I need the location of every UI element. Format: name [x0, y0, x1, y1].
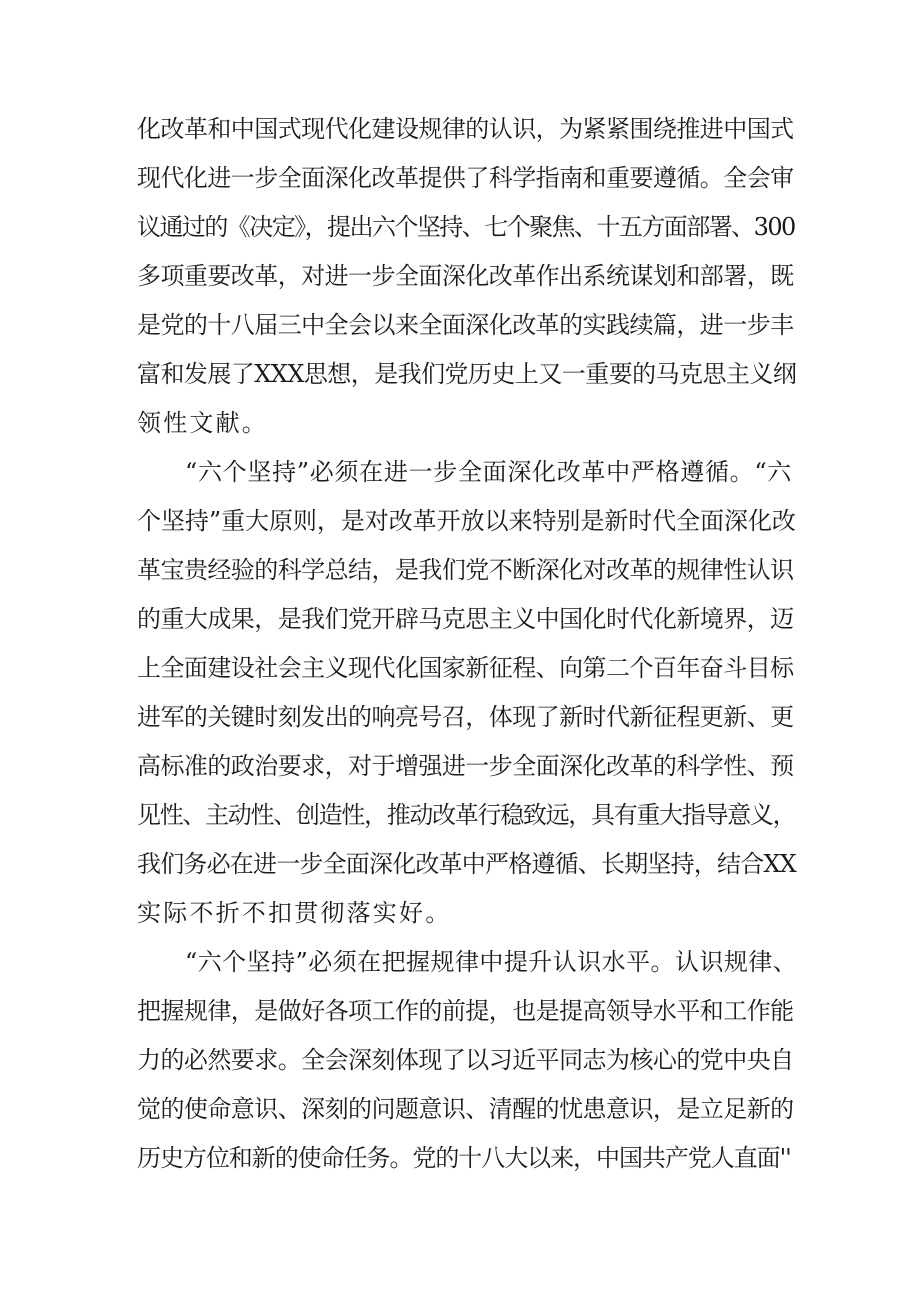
paragraph-2-line-3: 革宝贵经验的科学总结，是我们党不断深化对改革的规律性认识	[137, 556, 794, 584]
paragraph-1-line-6: 富和发展了XXX思想，是我们党历史上又一重要的马克思主义纲	[137, 360, 797, 388]
paragraph-1-line-7: 领性文献。	[137, 409, 268, 437]
paragraph-2-line-6: 进军的关键时刻发出的响亮号召，体现了新时代新征程更新、更	[137, 703, 794, 731]
paragraph-1-line-5: 是党的十八届三中全会以来全面深化改革的实践续篇，进一步丰	[137, 311, 794, 339]
paragraph-3-line-1: “六个坚持”必须在把握规律中提升认识水平。认识规律、	[185, 948, 798, 976]
paragraph-3-line-5: 历史方位和新的使命任务。党的十八大以来，中国共产党人直面''	[137, 1144, 791, 1172]
paragraph-2-line-1: “六个坚持”必须在进一步全面深化改革中严格遵循。“六	[185, 458, 793, 486]
paragraph-1-line-3: 议通过的《决定》，提出六个坚持、七个聚焦、十五方面部署、300	[137, 213, 795, 241]
paragraph-2-line-9: 我们务必在进一步全面深化改革中严格遵循、长期坚持，结合XX	[137, 850, 796, 878]
paragraph-2-line-10: 实际不折不扣贯彻落实好。	[137, 899, 452, 927]
paragraph-3-line-4: 觉的使命意识、深刻的问题意识、清醒的忧患意识，是立足新的	[137, 1095, 794, 1123]
paragraph-2-line-2: 个坚持”重大原则，是对改革开放以来特别是新时代全面深化改	[137, 507, 796, 535]
paragraph-1-line-1: 化改革和中国式现代化建设规律的认识，为紧紧围绕推进中国式	[137, 115, 794, 143]
paragraph-1-line-2: 现代化进一步全面深化改革提供了科学指南和重要遵循。全会审	[137, 164, 794, 192]
paragraph-2-line-8: 见性、主动性、创造性，推动改革行稳致远，具有重大指导意义，	[137, 801, 796, 829]
paragraph-3-line-2: 把握规律，是做好各项工作的前提，也是提高领导水平和工作能	[137, 997, 794, 1025]
paragraph-1-line-4: 多项重要改革，对进一步全面深化改革作出系统谋划和部署，既	[137, 262, 794, 290]
paragraph-3-line-3: 力的必然要求。全会深刻体现了以习近平同志为核心的党中央自	[137, 1046, 794, 1074]
paragraph-2-line-4: 的重大成果，是我们党开辟马克思主义中国化时代化新境界，迈	[137, 605, 794, 633]
paragraph-2-line-7: 高标准的政治要求，对于增强进一步全面深化改革的科学性、预	[137, 752, 794, 780]
paragraph-2-line-5: 上全面建设社会主义现代化国家新征程、向第二个百年奋斗目标	[137, 654, 794, 682]
